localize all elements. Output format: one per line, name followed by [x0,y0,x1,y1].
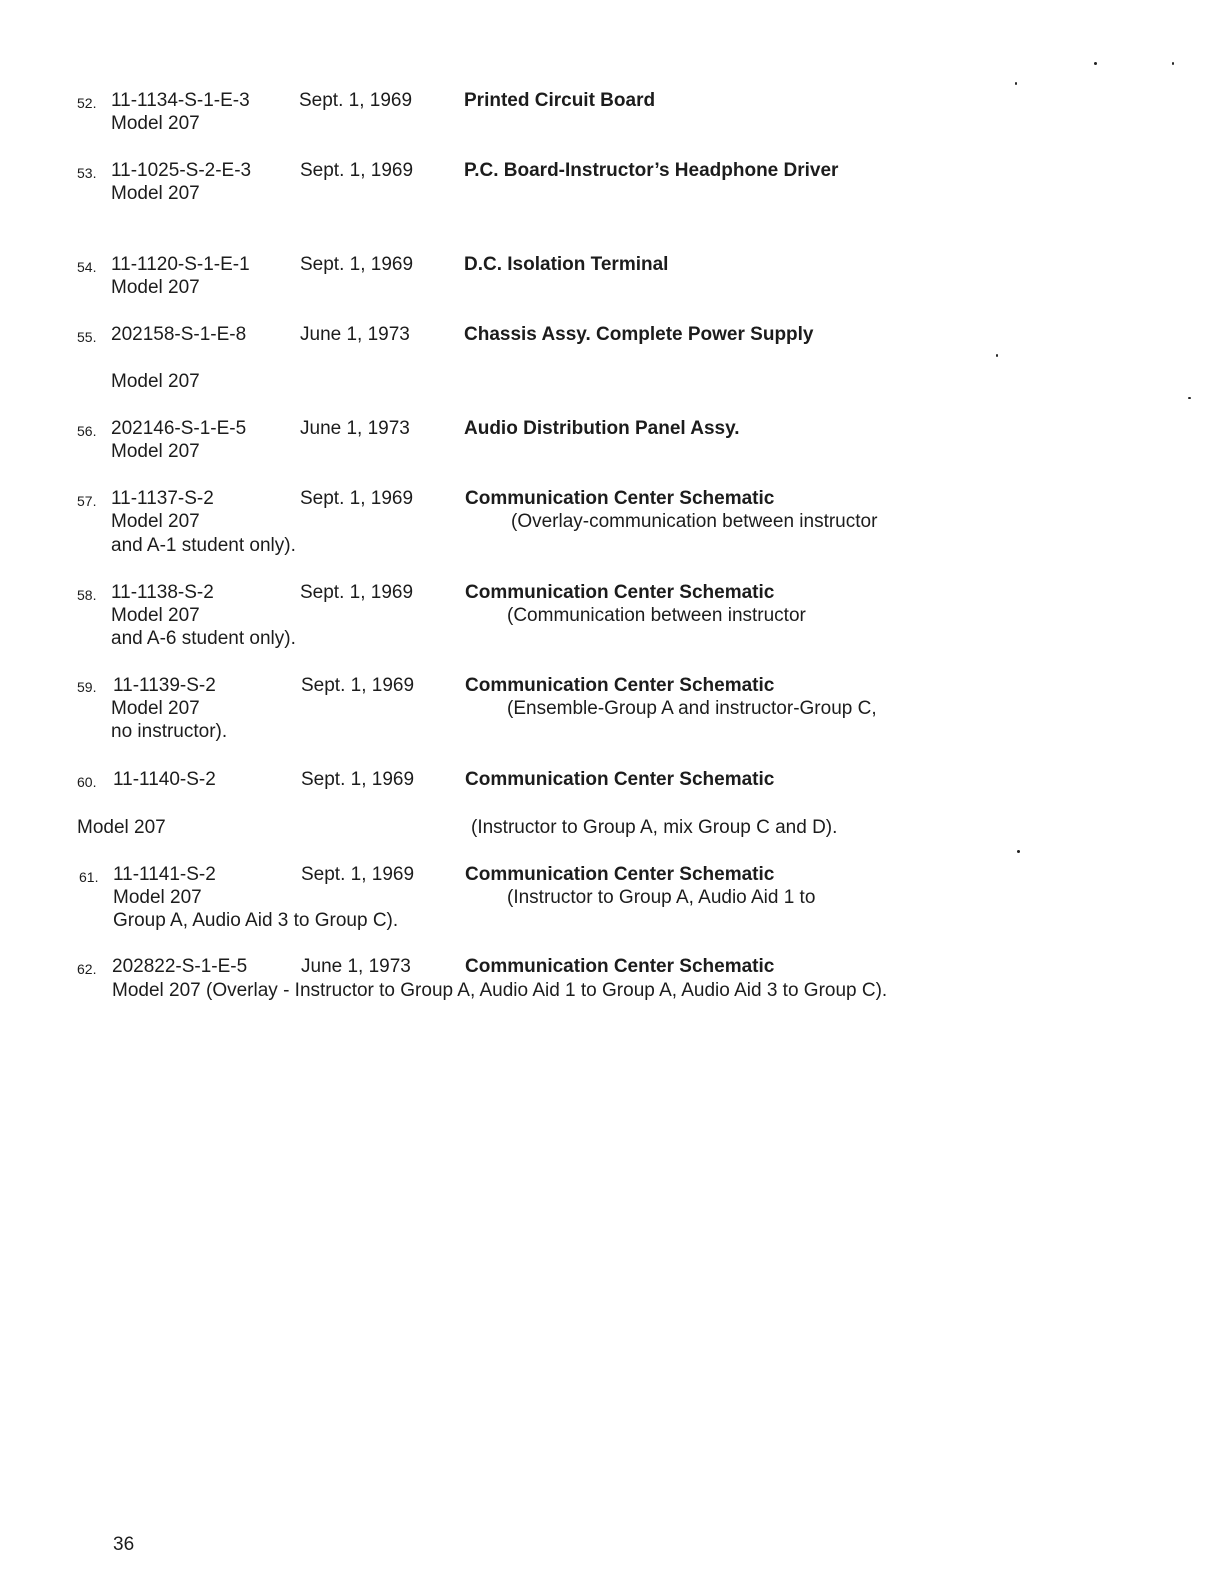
drawing-number: 11-1137-S-2 [111,488,214,509]
entry-description-cont: Group A, Audio Aid 3 to Group C). [113,910,399,931]
entry-number: 54. [77,259,97,275]
entry-date: Sept. 1, 1969 [300,582,414,603]
entry-title: P.C. Board-Instructor’s Headphone Driver [464,160,839,181]
entry-date: Sept. 1, 1969 [300,254,414,275]
entry-description: (Instructor to Group A, Audio Aid 1 to [507,887,816,908]
scan-speck [1172,62,1174,65]
page-number: 36 [113,1534,135,1555]
entry-number: 55. [77,329,97,345]
entry-date: Sept. 1, 1969 [301,864,415,885]
entry-title: Communication Center Schematic [465,582,775,603]
entry-description: (Overlay-communication between instructor [511,511,878,532]
entry-title: Chassis Assy. Complete Power Supply [464,324,814,345]
scan-speck [996,354,998,357]
drawing-number: 11-1139-S-2 [113,675,216,696]
drawing-number: 202158-S-1-E-8 [111,324,247,345]
entry-date: Sept. 1, 1969 [299,90,413,111]
entry-title: Audio Distribution Panel Assy. [464,418,740,439]
entry-number: 57. [77,493,97,509]
entry-title: Communication Center Schematic [465,488,775,509]
entry-model: Model 207 [111,605,200,626]
entry-title: Communication Center Schematic [465,769,775,790]
drawing-number: 11-1140-S-2 [113,769,216,790]
entry-model: Model 207 [111,277,200,298]
entry-description-cont: and A-1 student only). [111,535,296,556]
entry-description-cont: and A-6 student only). [111,628,296,649]
entry-model: Model 207 [77,817,166,838]
drawing-number: 202822-S-1-E-5 [112,956,248,977]
drawing-number: 11-1141-S-2 [113,864,216,885]
entry-description: (Ensemble-Group A and instructor-Group C, [507,698,877,719]
entry-title: Communication Center Schematic [465,864,775,885]
entry-model: Model 207 [111,698,200,719]
drawing-number: 11-1138-S-2 [111,582,214,603]
entry-date: Sept. 1, 1969 [301,675,415,696]
drawing-number: 11-1025-S-2-E-3 [111,160,252,181]
entry-title: Communication Center Schematic [465,956,775,977]
entry-model: Model 207 [111,371,200,392]
entry-description: (Instructor to Group A, mix Group C and D). [471,817,838,838]
entry-model: Model 207 [113,887,202,908]
drawing-number: 11-1134-S-1-E-3 [111,90,250,111]
entry-number: 59. [77,679,97,695]
entry-date: June 1, 1973 [300,418,410,439]
entry-title: Printed Circuit Board [464,90,656,111]
entry-model: Model 207 [111,441,200,462]
entry-date: Sept. 1, 1969 [300,488,414,509]
scan-speck [1015,82,1017,85]
entry-title: D.C. Isolation Terminal [464,254,669,275]
entry-number: 61. [79,869,99,885]
entry-date: Sept. 1, 1969 [301,769,415,790]
scan-speck [1188,397,1191,399]
scan-speck [1094,62,1097,65]
scan-speck [1017,850,1020,853]
entry-number: 52. [77,95,97,111]
entry-number: 58. [77,587,97,603]
entry-date: June 1, 1973 [301,956,411,977]
drawing-number: 11-1120-S-1-E-1 [111,254,250,275]
entry-number: 53. [77,165,97,181]
drawing-number: 202146-S-1-E-5 [111,418,247,439]
entry-date: Sept. 1, 1969 [300,160,414,181]
entry-number: 62. [77,961,97,977]
entry-description: (Communication between instructor [507,605,806,626]
entry-model: Model 207 [111,113,200,134]
entry-model-description: Model 207 (Overlay - Instructor to Group A, Audio Aid 1 to Group A, Audio Aid 3 to Group C). [112,980,888,1001]
entry-number: 60. [77,774,97,790]
entry-number: 56. [77,423,97,439]
entry-description-cont: no instructor). [111,721,228,742]
entry-date: June 1, 1973 [300,324,410,345]
entry-model: Model 207 [111,511,200,532]
entry-model: Model 207 [111,183,200,204]
entry-title: Communication Center Schematic [465,675,775,696]
